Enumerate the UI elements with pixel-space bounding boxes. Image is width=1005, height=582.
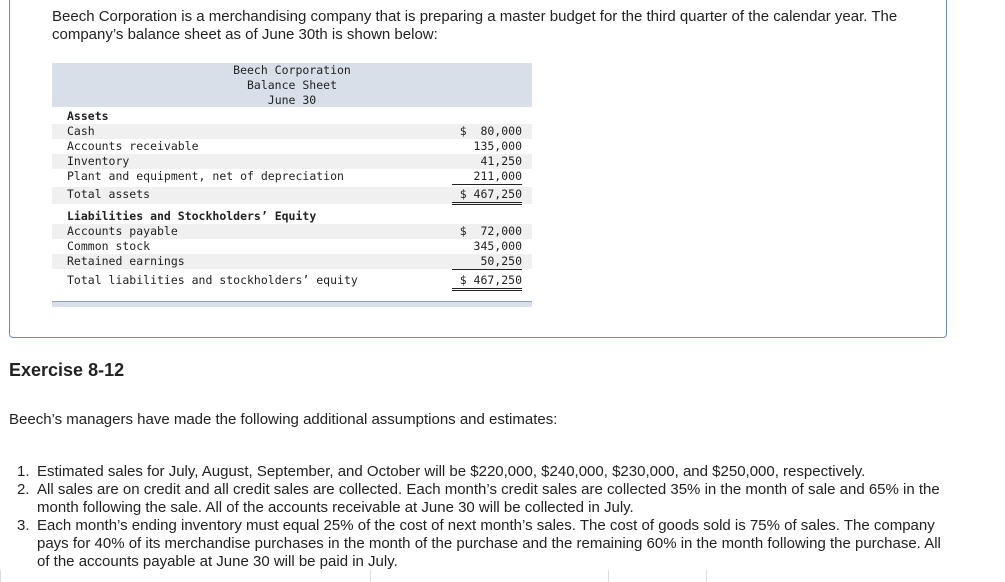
list-item-text: Estimated sales for July, August, September, and October will be $220,000, $240,000, $230,000, and $250,000, respectively. — [37, 463, 866, 480]
inventory-value: 41,250 — [480, 154, 522, 168]
intro-text: Beech Corporation is a merchandising company that is preparing a master budget for the third quarter of the calendar year. The company’s balance sheet as of June 30th is shown below: — [52, 8, 898, 43]
assumptions-intro: Beech’s managers have made the following additional assumptions and estimates: — [9, 411, 558, 428]
plant-row — [52, 169, 532, 184]
exercise-title: Exercise 8-12 — [9, 360, 125, 380]
inventory-row — [52, 154, 532, 169]
balance-sheet-table — [52, 63, 532, 287]
assets-heading: Assets — [67, 109, 109, 123]
total-assets-value: $ 467,250 — [452, 187, 522, 205]
inventory-label: Inventory — [67, 154, 130, 168]
liabilities-heading-row — [52, 209, 532, 224]
plant-label: Plant and equipment, net of depreciation — [67, 169, 344, 183]
cash-row — [52, 124, 532, 139]
statement-title: Balance Sheet — [246, 78, 337, 92]
list-item-number: 1. — [17, 463, 30, 480]
total-assets-label: Total assets — [67, 187, 151, 201]
list-item-number: 3. — [17, 517, 30, 534]
common-stock-row — [52, 239, 532, 254]
balance-sheet-footer-bar — [52, 301, 532, 307]
ar-label: Accounts receivable — [67, 139, 199, 153]
common-stock-value: 345,000 — [473, 239, 522, 253]
list-item — [17, 517, 947, 571]
list-item — [17, 481, 947, 517]
total-assets-row — [52, 187, 532, 204]
statement-date: June 30 — [267, 93, 317, 107]
cash-value: $ 80,000 — [459, 124, 522, 138]
total-liabilities-label: Total liabilities and stockholders’ equity — [67, 273, 358, 287]
retained-earnings-label: Retained earnings — [67, 254, 185, 268]
retained-earnings-value: 50,250 — [452, 254, 522, 270]
ar-value: 135,000 — [473, 139, 522, 153]
retained-earnings-row — [52, 254, 532, 269]
ap-value: $ 72,000 — [459, 224, 522, 238]
liabilities-heading: Liabilities and Stockholders’ Equity — [67, 209, 317, 223]
plant-value: 211,000 — [452, 169, 522, 185]
list-item-number: 2. — [17, 481, 30, 498]
bottom-divider-strip — [0, 570, 1005, 582]
list-item-text: All sales are on credit and all credit sales are collected. Each month’s credit sales are collected 35% in the month of sale and 65% in the month following the sale. All of the accounts receivable at June 30 will be collected in July. — [37, 481, 940, 516]
ar-row — [52, 139, 532, 154]
total-liabilities-value: $ 467,250 — [452, 273, 522, 291]
assets-heading-row — [52, 109, 532, 124]
ap-row — [52, 224, 532, 239]
company-name: Beech Corporation — [233, 63, 351, 77]
common-stock-label: Common stock — [67, 239, 151, 253]
assumptions-list — [17, 463, 947, 571]
ap-label: Accounts payable — [67, 224, 178, 238]
list-item — [17, 463, 947, 481]
cash-label: Cash — [67, 124, 95, 138]
balance-sheet-header — [52, 63, 532, 107]
total-liabilities-row — [52, 273, 532, 290]
list-item-text: Each month’s ending inventory must equal 25% of the cost of next month’s sales. The cost of goods sold is 75% of sales. The company pays for 40% of its merchandise purchases in the month of the purchase and the remaining 60% in the month following the purchase. All of the accounts payable at June 30 will be paid in July. — [37, 517, 941, 570]
